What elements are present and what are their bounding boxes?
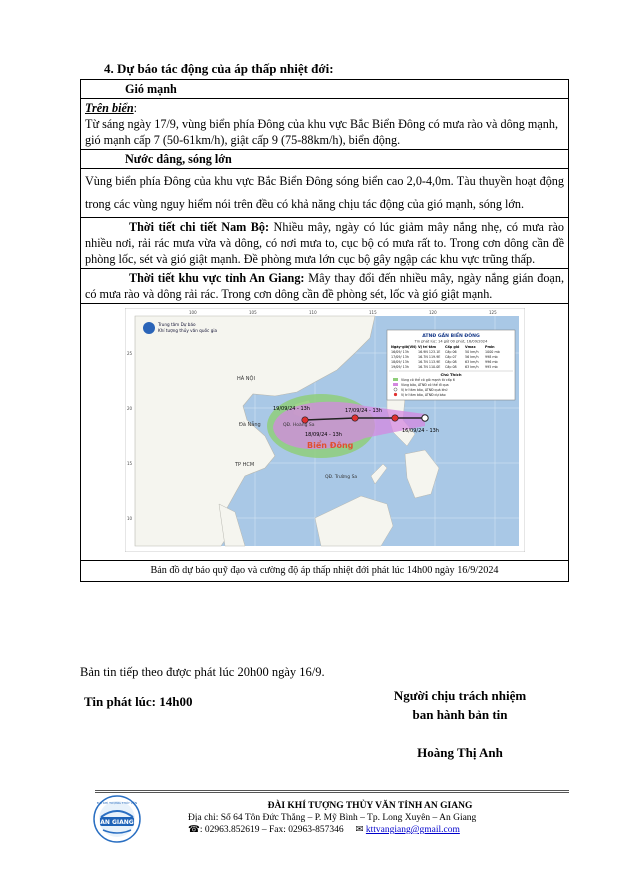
legend-title: ATNĐ GẦN BIỂN ĐÔNG bbox=[421, 334, 480, 339]
legend-r2c1: 16.7N 113.9E bbox=[417, 360, 440, 364]
legend-h4: Pmin bbox=[484, 345, 495, 349]
note-swatch-1 bbox=[393, 383, 398, 386]
legend-r2c0: 18/09/ 13h bbox=[390, 360, 409, 364]
logo-top: ĐÀI KHÍ TƯỢNG THỦY VĂN bbox=[96, 801, 138, 805]
legend-r0c1: 16.9N 123.1E bbox=[417, 350, 440, 354]
legend-r0c2: Cấp 06 bbox=[444, 350, 457, 354]
note-3: Vị trí tâm bão, ATNĐ dự báo bbox=[400, 392, 446, 397]
legend-r0c3: 50 km/h bbox=[464, 350, 479, 354]
legend-r3c1: 16.7N 110.0E bbox=[417, 365, 440, 369]
legend-r3c0: 19/09/ 13h bbox=[390, 365, 409, 369]
footer-address: Địa chỉ: Số 64 Tôn Đức Thắng – P. Mỹ Bình – Tp. Long Xuyên – An Giang bbox=[188, 813, 477, 823]
label-hcm: TP HCM bbox=[234, 462, 254, 468]
track-point-2 bbox=[351, 415, 357, 421]
note-swatch-3 bbox=[393, 393, 396, 396]
signer-name: Hoàng Thị Anh bbox=[417, 745, 503, 760]
map-cell bbox=[81, 304, 569, 561]
angiang-text: Mây thay đổi đến nhiều mây, ngày nắng gián đoạn, có mưa rào và dông rải rác. Trong cơn dông cần đề phòng sét, lốc và gió giật mạnh. bbox=[85, 271, 564, 301]
footer-contact bbox=[160, 824, 560, 836]
map-legend bbox=[387, 330, 515, 400]
note-swatch-0 bbox=[393, 378, 398, 381]
responsible-line1: Người chịu trách nhiệm bbox=[393, 688, 527, 703]
issued-time: Tin phát lúc: 14h00 bbox=[84, 694, 193, 709]
lon-tick-0: 100 bbox=[188, 310, 197, 315]
map-caption: Bản đồ dự báo quỹ đạo và cường độ áp thấp nhiệt đới phát lúc 14h00 ngày 16/9/2024 bbox=[81, 561, 569, 582]
section-title: 4. Dự báo tác động của áp thấp nhiệt đới: bbox=[104, 61, 334, 76]
lat-tick-3: 10 bbox=[126, 516, 132, 521]
label-hoangsa: QĐ. Hoàng Sa bbox=[282, 423, 315, 428]
notes-title: Chú Thích bbox=[439, 372, 462, 377]
wind-text: Từ sáng ngày 17/9, vùng biển phía Đông của khu vực Bắc Biển Đông có mưa rào và dông mạnh, gió mạnh cấp 7 (50-61km/h), giật cấp 9 (75-88km/h), biển động. bbox=[85, 117, 559, 147]
footer-email-link[interactable]: kttvangiang@gmail.com bbox=[365, 825, 460, 835]
note-2: Vị trí tâm bão, ATNĐ quá khứ bbox=[400, 387, 447, 392]
lon-tick-5: 125 bbox=[488, 310, 497, 315]
track-label-1: 17/09/24 - 13h bbox=[344, 408, 382, 414]
legend-h3: Vmax bbox=[464, 345, 476, 349]
legend-r3c4: 995 mb bbox=[484, 365, 498, 369]
track-point-past bbox=[421, 415, 427, 421]
legend-r1c3: 56 km/h bbox=[464, 355, 479, 359]
storm-track-map bbox=[125, 308, 525, 552]
angiang-cell bbox=[81, 269, 569, 304]
track-label-3: 18/09/24 - 13h bbox=[304, 432, 342, 438]
mail-icon: ✉ bbox=[355, 825, 364, 835]
lat-tick-1: 20 bbox=[126, 406, 132, 411]
forecast-table bbox=[80, 79, 569, 582]
legend-h2: Cấp gió bbox=[444, 345, 459, 349]
note-swatch-2 bbox=[393, 388, 396, 391]
legend-r2c2: Cấp 08 bbox=[444, 360, 457, 364]
track-label-2: 19/09/24 - 13h bbox=[272, 406, 310, 412]
sea-label: Trên biển bbox=[85, 101, 134, 115]
legend-r1c2: Cấp 07 bbox=[444, 355, 457, 359]
track-label-0: 16/09/24 - 13h bbox=[401, 428, 439, 434]
label-hanoi: HÀ NỘI bbox=[236, 376, 255, 382]
legend-r0c0: 16/09/ 13h bbox=[390, 350, 409, 354]
surge-text: Vùng biển phía Đông của khu vực Bắc Biển Đông sóng biển cao 2,0-4,0m. Tàu thuyền hoạt động trong các vùng nguy hiểm nói trên đều có khả năng chịu tác động của gió mạnh, sóng lớn. bbox=[81, 169, 569, 218]
legend-h0: Ngày-giờ(VN) bbox=[390, 345, 417, 349]
lat-tick-0: 25 bbox=[126, 351, 132, 356]
lon-tick-2: 110 bbox=[308, 310, 317, 315]
responsible-line2: ban hành bản tin bbox=[412, 707, 508, 722]
label-danang: Đà Nẵng bbox=[238, 422, 261, 428]
lon-tick-4: 120 bbox=[428, 310, 437, 315]
label-truongsa: QĐ. Trường Sa bbox=[324, 475, 357, 480]
sea-colon: : bbox=[133, 101, 138, 115]
legend-r1c1: 16.7N 119.9E bbox=[417, 355, 440, 359]
legend-r1c0: 17/09/ 13h bbox=[390, 355, 409, 359]
legend-h1: Vị trí tâm bbox=[417, 345, 436, 349]
wind-heading: Gió mạnh bbox=[81, 80, 569, 99]
angiang-logo bbox=[93, 795, 141, 843]
note-1: Vùng bão, ATNĐ có thể đi qua bbox=[400, 382, 449, 387]
angiang-label: Thời tiết khu vực tỉnh An Giang: bbox=[129, 271, 305, 285]
footer-text bbox=[160, 800, 560, 836]
legend-r1c4: 998 mb bbox=[484, 355, 498, 359]
footer-divider-bottom bbox=[95, 792, 569, 793]
phone-icon: ☎ bbox=[188, 825, 200, 835]
lat-tick-2: 15 bbox=[126, 461, 132, 466]
brand-line1: Trung tâm Dự báo bbox=[157, 322, 196, 327]
responsible-block bbox=[370, 686, 550, 724]
south-label: Thời tiết chi tiết Nam Bộ: bbox=[129, 220, 270, 234]
label-biendong: Biển Đông bbox=[306, 441, 353, 450]
footer-phone: : 02963.852619 – Fax: 02963-857346 bbox=[199, 825, 344, 835]
legend-r2c4: 996 mb bbox=[484, 360, 498, 364]
note-0: Vùng có thể có gió mạnh từ cấp 6 bbox=[400, 377, 455, 382]
south-text: Nhiều mây, ngày có lúc giảm mây nắng nhẹ, có mưa rào nhiều nơi, rải rác mưa vừa và dông, có nơi mưa to, cục bộ có mưa rất to. Trong cơn dông cần đề phòng lốc, sét và gió giật mạnh. Đề phòng mưa lớn cục bộ gây ngập các khu vực trũng thấp. bbox=[85, 220, 564, 266]
legend-r3c2: Cấp 08 bbox=[444, 365, 457, 369]
legend-r2c3: 63 km/h bbox=[464, 360, 479, 364]
legend-r3c3: 63 km/h bbox=[464, 365, 479, 369]
legend-r0c4: 1000 mb bbox=[484, 350, 500, 354]
footer-org: ĐÀI KHÍ TƯỢNG THỦY VĂN TỈNH AN GIANG bbox=[267, 801, 473, 811]
track-point-1 bbox=[391, 415, 397, 421]
logo-main: AN GIANG bbox=[100, 819, 134, 826]
wind-cell bbox=[81, 99, 569, 150]
next-bulletin-note: Bản tin tiếp theo được phát lúc 20h00 ngày 16/9. bbox=[80, 665, 325, 679]
brand-line2: Khí tượng thủy văn quốc gia bbox=[157, 328, 217, 333]
footer-divider-top bbox=[95, 790, 569, 791]
surge-heading: Nước dâng, sóng lớn bbox=[81, 150, 569, 169]
lon-tick-3: 115 bbox=[368, 310, 377, 315]
south-cell bbox=[81, 218, 569, 269]
lon-tick-1: 105 bbox=[248, 310, 257, 315]
legend-subtitle: Tin phát lúc: 14 giờ 00 phút, 16/09/2024 bbox=[414, 339, 487, 344]
nchmf-logo bbox=[143, 322, 155, 334]
